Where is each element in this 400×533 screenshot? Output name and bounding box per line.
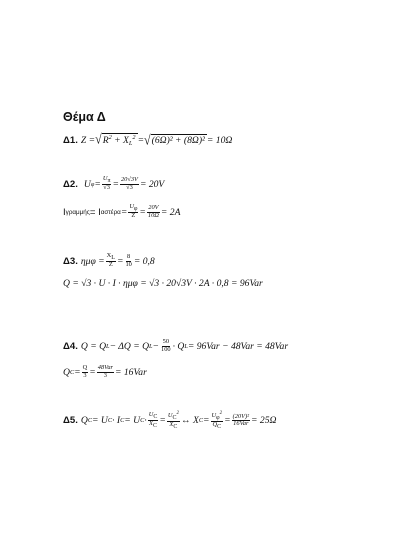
d4-result-1: = 96Var − 48Var = 48Var bbox=[187, 340, 289, 352]
d4-result-2: = 16Var bbox=[115, 366, 147, 378]
d1-label: Δ1. bbox=[63, 134, 78, 146]
d1-equation bbox=[63, 130, 233, 149]
d3-label: Δ3. bbox=[63, 255, 78, 267]
d2-frac-4: $\frac{20V}{10\Omega}$ bbox=[147, 203, 159, 219]
d2-frac-3: $\frac{U\varphi}{Z}$ bbox=[129, 203, 138, 220]
d2-equation-1: Δ2. U φ = $\frac{U\pi}{√3}$ = $\frac{20√3V}{√3}$ = 20V bbox=[63, 175, 165, 192]
d5-frac-3: $\frac{U\varphi^2}{QC}$ bbox=[211, 411, 223, 431]
d1-radical-2: √ (6Ω)² + (8Ω)² bbox=[144, 131, 205, 149]
d3-equation-1: Δ3. ημφ = $\frac{XL}{Z}$ = $\frac{8}{10}$ = 0,8 bbox=[63, 252, 155, 269]
d5-result: = 25Ω bbox=[251, 415, 277, 427]
d4-equation-2: Q C = $\frac{Q}{3}$ = $\frac{\text{48Var}}{3}$ = 16Var bbox=[63, 364, 147, 379]
d1-result: = 10Ω bbox=[206, 134, 233, 146]
d5-frac-1: $\frac{UC}{XC}$ bbox=[148, 411, 158, 430]
d2-result-1: = 20V bbox=[139, 178, 165, 190]
section-title: Θέμα Δ bbox=[63, 110, 106, 124]
d5-equation: Δ5. Q C = U C · I C = U C · $\frac{UC}{XC}$ = $\frac{UC^2}{XC}$ ↔ X C = $\frac{U\varphi^2}{QC}$ = $\frac{\text{(20V)²}}{\text{16Var}}$ = 25Ω bbox=[63, 411, 277, 431]
d1-equals: = bbox=[137, 134, 145, 146]
d2-frac-1: $\frac{U\pi}{√3}$ bbox=[102, 175, 111, 192]
d3-equation-2: Q = √3 · U · I · ημφ = √3 · 20√3V · 2A · 0,8 = 96Var bbox=[63, 278, 263, 289]
d1-lhs: Z = bbox=[80, 134, 96, 146]
d2-label: Δ2. bbox=[63, 178, 78, 190]
d4-frac-3: $\frac{\text{48Var}}{3}$ bbox=[97, 364, 114, 379]
d5-frac-4: $\frac{\text{(20V)²}}{\text{16Var}}$ bbox=[232, 412, 250, 428]
d3-frac-2: $\frac{8}{10}$ bbox=[125, 252, 132, 268]
d2-frac-2: $\frac{20√3V}{√3}$ bbox=[120, 175, 138, 191]
d4-equation-1: Δ4. Q = Q L − ΔQ = Q L − $\frac{50}{100}$ · Q L = 96Var − 48Var = 48Var bbox=[63, 338, 289, 353]
d2-equation-2: I γραμμής = I αστέρα = $\frac{U\varphi}{Z}$ = $\frac{20V}{10\Omega}$ = 2A bbox=[63, 203, 181, 220]
d5-frac-2: $\frac{UC^2}{XC}$ bbox=[167, 411, 179, 431]
d1-radical-1: √ $R^2 + X_L^2$ bbox=[95, 130, 136, 147]
d4-frac-1: $\frac{50}{100}$ bbox=[161, 338, 171, 353]
d2-result-2: = 2A bbox=[160, 206, 181, 218]
d3-frac-1: $\frac{XL}{Z}$ bbox=[106, 252, 115, 269]
d3-result-1: = 0,8 bbox=[133, 255, 155, 267]
d5-label: Δ5. bbox=[63, 415, 78, 427]
d4-frac-2: $\frac{Q}{3}$ bbox=[82, 364, 88, 379]
d4-label: Δ4. bbox=[63, 340, 78, 352]
